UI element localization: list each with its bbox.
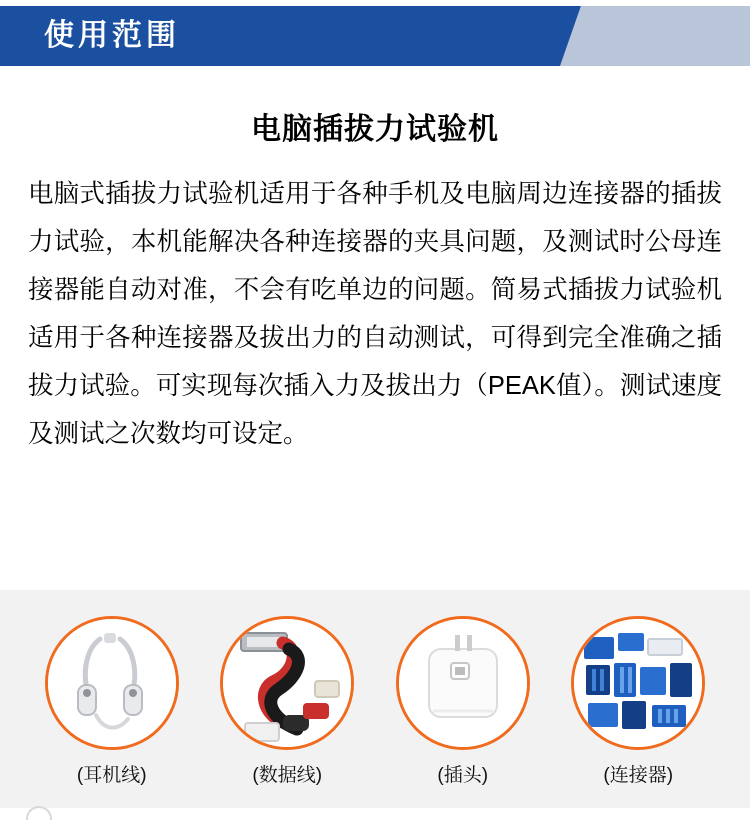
- list-item: [383, 616, 543, 787]
- list-item-label: (插头): [437, 765, 489, 786]
- footer-spacer: [0, 808, 750, 823]
- header-bar-accent-shape: [560, 6, 750, 66]
- usb-cable-icon: [220, 616, 354, 750]
- list-item: [32, 616, 192, 787]
- page-header: [0, 0, 750, 72]
- connector-icon: [571, 616, 705, 750]
- list-item: [558, 616, 718, 787]
- list-item-label: (连接器): [603, 765, 674, 786]
- earphone-icon: [45, 616, 179, 750]
- product-list: [0, 590, 750, 787]
- power-adapter-icon: [396, 616, 530, 750]
- description-paragraph: 电脑式插拔力试验机适用于各种手机及电脑周边连接器的插拔力试验，本机能解决各种连接器的夹具问题，及测试时公母连接器能自动对准，不会有吃单边的问题。简易式插拔力试验机适用于各种连接器及拔出力的自动测试，可得到完全准确之插拔力试验。可实现每次插入力及拔出力（PEAK值）。测试速度及测试之次数均可设定。: [28, 180, 722, 448]
- list-item-label: (耳机线): [76, 765, 147, 786]
- product-application-strip: [0, 590, 750, 808]
- list-item: [207, 616, 367, 787]
- page-title: 电脑插拔力试验机: [251, 113, 499, 146]
- list-item-label: (数据线): [252, 765, 323, 786]
- header-title: 使用范围: [44, 19, 180, 52]
